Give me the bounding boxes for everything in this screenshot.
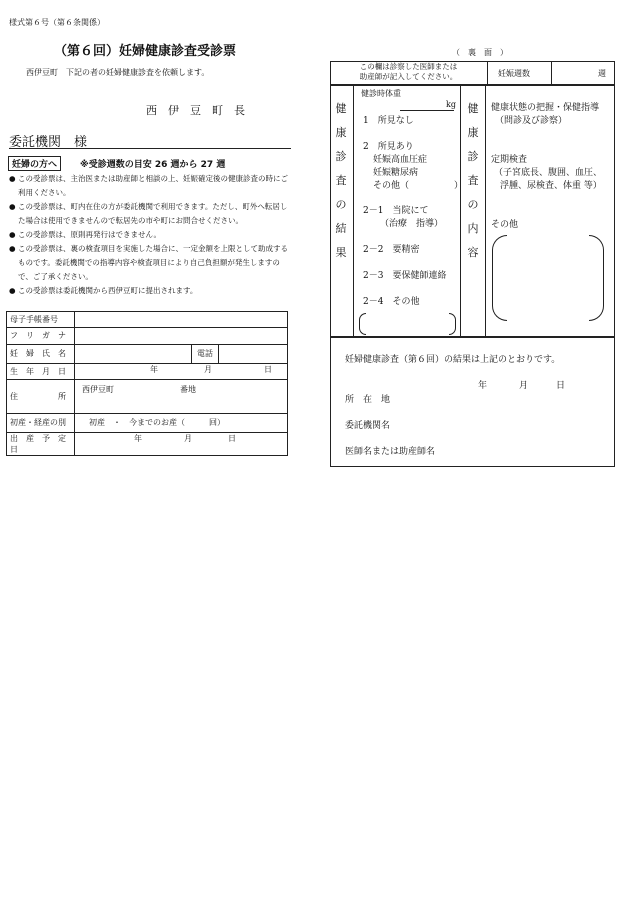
divider <box>551 61 552 85</box>
content-vertical-label <box>466 97 480 265</box>
location-label: 所 在 地 <box>345 395 391 405</box>
char: 果 <box>335 246 347 259</box>
name-label: 妊 婦 氏 名 <box>7 344 75 363</box>
town-label: 西伊豆町 <box>82 385 114 395</box>
char: 健 <box>335 102 347 115</box>
weeks-label: 妊娠週数 <box>498 69 530 78</box>
name-field[interactable] <box>75 344 192 363</box>
char: 結 <box>335 222 347 235</box>
doctor-note-line: この欄は診察した医師または <box>359 62 458 71</box>
note-text: この受診票は、原則再発行はできません。 <box>18 230 161 239</box>
request-text: 西伊豆町 下記の者の妊婦健康診査を依頼します。 <box>26 68 210 77</box>
note-item <box>9 228 294 242</box>
contractor-underline <box>9 148 291 149</box>
char: 査 <box>467 174 479 187</box>
furigana-label: フ リ ガ ナ <box>7 328 75 344</box>
table-row <box>7 312 288 328</box>
result-2: 2 所見あり <box>363 142 414 152</box>
bullet: ● <box>9 244 16 253</box>
kg-unit: kg <box>446 100 456 109</box>
day-label: 日 <box>556 381 566 391</box>
table-row <box>7 344 288 363</box>
weight-underline <box>400 110 454 111</box>
divider <box>460 85 461 337</box>
note-item <box>9 172 294 200</box>
result-vertical-label <box>334 97 348 265</box>
note-item <box>9 242 294 284</box>
weight-label: 健診時体重 <box>361 89 401 98</box>
summary-text: 妊婦健康診査（第６回）の結果は上記のとおりです。 <box>345 355 561 365</box>
notes-list <box>9 172 294 298</box>
address-label: 住 所 <box>7 379 75 413</box>
page-title: （第６回）妊婦健康診査受診票 <box>54 44 237 59</box>
result-2-2: 2－2 要精密 <box>363 245 420 255</box>
furigana-field[interactable] <box>75 328 288 344</box>
address-field[interactable] <box>75 379 288 413</box>
result-1: 1 所見なし <box>363 116 414 126</box>
note-item <box>9 200 294 228</box>
note-text: この受診票は、町内在住の方が委託機関で利用できます。ただし、町外へ転居した場合は使用できませんので転居先の市や町にお問合せください。 <box>18 202 288 225</box>
birth-field[interactable] <box>75 363 288 379</box>
doctor-note-line: 助産師が記入してください。 <box>359 72 458 81</box>
char: 容 <box>467 246 479 259</box>
year-label: 年 <box>478 381 488 391</box>
divider <box>485 85 486 337</box>
bracket-left <box>492 235 507 321</box>
char: の <box>467 198 479 211</box>
char: 診 <box>335 150 347 163</box>
form-number: 様式第６号（第６条関係） <box>9 18 105 27</box>
divider <box>487 61 488 85</box>
char: 診 <box>467 150 479 163</box>
bracket-right <box>589 235 604 321</box>
back-title: （ 裏 面 ） <box>452 48 508 57</box>
banchi-label: 番地 <box>180 385 196 395</box>
table-row <box>7 413 288 432</box>
boshi-label: 母子手帳番号 <box>7 312 75 328</box>
divider <box>353 85 354 337</box>
doctor-name-label: 医師名または助産師名 <box>345 447 436 457</box>
table-row <box>7 432 288 455</box>
parity-field[interactable]: 初産 ・ 今までのお産（ 回） <box>75 413 288 432</box>
month-label: 月 <box>519 381 529 391</box>
due-label: 出 産 予 定 日 <box>7 432 75 455</box>
year-label: 年 <box>134 433 142 443</box>
patient-info-table <box>6 311 288 456</box>
content-2b: （子宮底長、腹囲、血圧、 <box>494 168 603 178</box>
content-3: その他 <box>491 220 519 230</box>
table-row <box>7 363 288 379</box>
to-pregnant-box: 妊婦の方へ <box>8 156 61 171</box>
org-name-label: 委託機関名 <box>345 421 391 431</box>
day-label: 日 <box>264 364 272 374</box>
day-label: 日 <box>228 433 236 443</box>
char: 査 <box>335 174 347 187</box>
phone-label: 電話 <box>192 344 219 363</box>
bracket-left <box>359 313 366 335</box>
table-row <box>7 328 288 344</box>
weeks-unit: 週 <box>598 69 606 78</box>
result-2-4: 2－4 その他 <box>363 297 420 307</box>
result-2b: 妊娠糖尿病 <box>373 168 419 178</box>
note-text: この受診票は委託機関から西伊豆町に提出されます。 <box>18 286 198 295</box>
content-2: 定期検査 <box>491 155 528 165</box>
parity-label: 初産・経産の別 <box>7 413 75 432</box>
note-text: この受診票は、主治医または助産師と相談の上、妊娠確定後の健康診査の時にご利用ください。 <box>18 174 288 197</box>
bullet: ● <box>9 286 16 295</box>
result-2-1b: （治療 指導） <box>380 219 444 229</box>
result-2a: 妊娠高血圧症 <box>373 155 428 165</box>
bullet: ● <box>9 174 16 183</box>
month-label: 月 <box>184 433 192 443</box>
month-label: 月 <box>204 364 212 374</box>
phone-field[interactable] <box>219 344 288 363</box>
content-2c: 浮腫、尿検査、体重 等） <box>500 181 602 191</box>
char: 内 <box>467 222 479 235</box>
contractor-label: 委託機関 様 <box>9 135 88 150</box>
bullet: ● <box>9 230 16 239</box>
result-2c: その他（ ） <box>373 181 464 191</box>
birth-label: 生 年 月 日 <box>7 363 75 379</box>
mayor-label: 西 伊 豆 町 長 <box>146 104 245 117</box>
char: 康 <box>467 126 479 139</box>
boshi-field[interactable] <box>75 312 288 328</box>
char: の <box>335 198 347 211</box>
bracket-right <box>449 313 456 335</box>
note-item <box>9 284 294 298</box>
guideline-text: ※受診週数の目安 26 週から 27 週 <box>80 160 226 170</box>
doctor-note <box>332 62 485 82</box>
note-text: この受診票は、裏の検査項目を実施した場合に、一定金額を上限として助成するものです。委託機関での指導内容や検査項目により自己負担額が発生しますので、ご了承ください。 <box>18 244 288 281</box>
bullet: ● <box>9 202 16 211</box>
char: 健 <box>467 102 479 115</box>
table-row <box>7 379 288 413</box>
char: 康 <box>335 126 347 139</box>
due-field[interactable] <box>75 432 288 455</box>
result-2-1: 2－1 当院にて <box>363 206 429 216</box>
content-1b: （問診及び診察） <box>495 116 568 126</box>
year-label: 年 <box>150 364 158 374</box>
content-1: 健康状態の把握・保健指導 <box>491 103 600 113</box>
result-2-3: 2－3 要保健師連絡 <box>363 271 447 281</box>
